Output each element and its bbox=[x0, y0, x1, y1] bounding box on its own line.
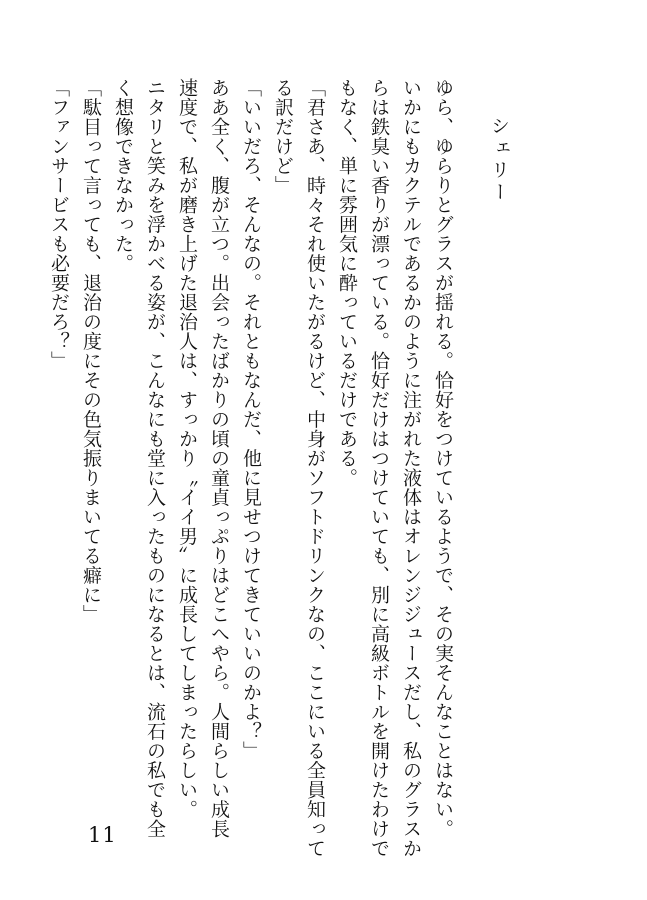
text-line: る訳だけど」 bbox=[272, 78, 294, 195]
text-line: 「いいだろ、そんなの。それともなんだ、他に見せつけてきていいのかよ？」 bbox=[240, 78, 262, 761]
text-line: ああ全く、腹が立つ。出会ったばかりの頃の童貞っぷりはどこへやら。人間らしい成長 bbox=[208, 78, 230, 839]
text-line: 「駄目って言っても、退治の度にその色気振りまいてる癖に」 bbox=[80, 78, 102, 624]
page-number: 11 bbox=[88, 823, 117, 847]
text-line: く想像できなかった。 bbox=[112, 78, 134, 273]
chapter-title: シェリー bbox=[488, 116, 510, 204]
text-line: ゆら、ゆらりとグラスが揺れる。恰好をつけているようで、その実そんなことはない。 bbox=[432, 78, 454, 839]
text-line: ニタリと笑みを浮かべる姿が、こんなにも堂に入ったものになるとは、流石の私でも全 bbox=[144, 78, 166, 839]
text-line: 速度で、私が磨き上げた退治人は、すっかり〝イイ男〟に成長してしまったらしい。 bbox=[176, 78, 198, 819]
text-line: もなく、単に雰囲気に酔っているだけである。 bbox=[336, 78, 358, 488]
text-line: らは鉄臭い香りが漂っている。恰好だけはつけていても、別に高級ボトルを開けたわけで bbox=[368, 78, 390, 858]
text-line: いかにもカクテルであるかのように注がれた液体はオレンジジュースだし、私のグラスか bbox=[400, 78, 422, 858]
text-line: 「君さあ、時々それ使いたがるけど、中身がソフトドリンクなの、ここにいる全員知って bbox=[304, 78, 326, 858]
text-line: 「ファンサービスも必要だろ？」 bbox=[48, 78, 70, 371]
